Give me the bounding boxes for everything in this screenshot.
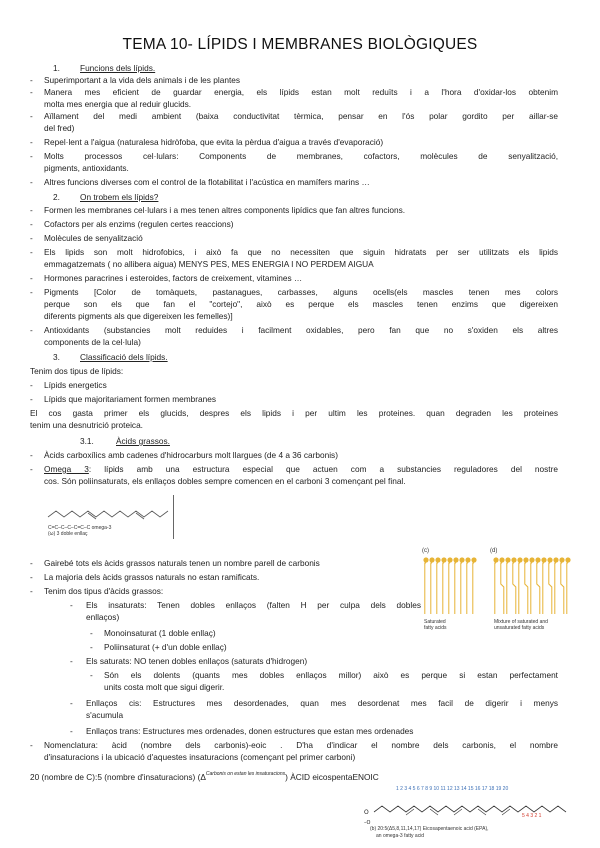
lipid-head bbox=[441, 557, 446, 562]
lipid-head bbox=[505, 557, 510, 562]
lipid-tail bbox=[437, 563, 438, 614]
bullet-dash: - bbox=[30, 75, 33, 85]
bullet-dash: - bbox=[30, 205, 33, 215]
bullet-dash: - bbox=[30, 394, 33, 404]
bullet-dash: - bbox=[30, 740, 33, 750]
lipid-head bbox=[511, 557, 516, 562]
bullet-text: perque son els que fan el "cortejo", això es perque els mascles tenen enzims que digereixen bbox=[44, 299, 558, 309]
bullet-text: Pigments [Color de tomàquets, pastanagues, carbasses, alguns ocells(els mascles tenen mes colors bbox=[44, 287, 558, 297]
epa-caption: an omega-3 fatty acid bbox=[376, 833, 425, 839]
formula-prefix: 20 (nombre de C):5 (nombre d'insaturacions) (Δ bbox=[30, 772, 206, 782]
bullet-dash: - bbox=[30, 586, 33, 596]
lipid-head bbox=[517, 557, 522, 562]
bullet-dash: - bbox=[30, 233, 33, 243]
lipid-tail bbox=[507, 563, 508, 614]
lipid-head bbox=[523, 557, 528, 562]
omega-label: Omega 3 bbox=[44, 464, 89, 474]
figure-caption: Mixture of saturated and bbox=[494, 619, 548, 625]
bullet-dash: - bbox=[30, 325, 33, 335]
lipid-tail bbox=[473, 563, 474, 614]
lipid-head bbox=[423, 557, 428, 562]
bullet-dash: - bbox=[30, 572, 33, 582]
lipid-tail bbox=[461, 563, 462, 614]
svg-text:O: O bbox=[364, 809, 369, 816]
carbon-numbering: 1 2 3 4 5 6 7 8 9 10 11 12 13 14 15 16 17 18 19 20 bbox=[396, 786, 509, 792]
lipid-tail bbox=[543, 563, 544, 614]
omega3-caption: (ω) 3 doble enllaç bbox=[48, 531, 88, 537]
bullet-dash: - bbox=[30, 287, 33, 297]
section-heading: Classificació dels lípids. bbox=[80, 352, 168, 362]
bullet-text: units costa molt que sigui digerir. bbox=[104, 682, 225, 692]
lipid-head bbox=[459, 557, 464, 562]
paragraph-text: Tenim dos tipus de lípids: bbox=[30, 366, 124, 376]
figure-caption: unsaturated fatty acids bbox=[494, 625, 545, 631]
lipid-tail bbox=[425, 563, 426, 614]
bullet-text: pigments, antioxidants. bbox=[44, 163, 129, 173]
lipid-head bbox=[547, 557, 552, 562]
lipid-tail bbox=[513, 563, 516, 614]
bullet-text: Antioxidants (substancies molt reduides i facilment oxidables, pero fan que no s'oxiden els altres bbox=[44, 325, 558, 335]
bullet-text: Nomenclatura: àcid (nombre dels carbonis)-eoic . D'ha d'indicar el nombre dels carbonis, el nombre bbox=[44, 740, 558, 750]
bullet-text: molta mes energia que al reduir glucids. bbox=[44, 99, 192, 109]
bullet-text: diferents pigments als que digereixen les femelles)] bbox=[44, 311, 233, 321]
bullet-dash: - bbox=[30, 464, 33, 474]
bullet-text: Lípids energetics bbox=[44, 380, 107, 390]
bullet-text: Àcids carboxílics amb cadenes d'hidrocarburs molt llargues (de 4 a 36 carbonis) bbox=[44, 450, 338, 460]
lipid-tail bbox=[561, 563, 564, 614]
section-heading: Funcions dels lípids. bbox=[80, 63, 156, 73]
lipid-head bbox=[471, 557, 476, 562]
bullet-text: Gairebé tots els àcids grassos naturals tenen un nombre parell de carbonis bbox=[44, 558, 320, 568]
epa-chain-drawing bbox=[362, 790, 580, 830]
lipid-tail bbox=[501, 563, 504, 614]
lipid-tail bbox=[567, 563, 568, 614]
subsection-heading: Àcids grassos. bbox=[116, 436, 170, 446]
bullet-dash: - bbox=[30, 87, 33, 97]
lipid-tails-drawing bbox=[420, 552, 580, 624]
lipid-tail bbox=[443, 563, 444, 614]
bullet-text: s'acumula bbox=[86, 710, 124, 720]
section-number: 3. bbox=[53, 352, 60, 362]
lipid-head bbox=[499, 557, 504, 562]
bullet-text: Hormones paracrines i esteroides, factors de creixement, vitamines … bbox=[44, 273, 303, 283]
lipid-head bbox=[465, 557, 470, 562]
lipid-tail bbox=[537, 563, 540, 614]
bullet-dash: - bbox=[30, 247, 33, 257]
lipid-head bbox=[535, 557, 540, 562]
lipid-tail bbox=[531, 563, 532, 614]
bullet-dash: - bbox=[30, 137, 33, 147]
bullet-text: emmagatzemats ( no allibera aigua) MENYS PES, MES ENERGIA I NO PERDEM AIGUA bbox=[44, 259, 374, 269]
paragraph-text: El cos gasta primer els glucids, despres els lipids i per ultim les proteines. quan degraden les proteines bbox=[30, 408, 558, 418]
bullet-text: Aïllament del medi ambient (baixa conductivitat tèrmica, pensar en l'ós polar gordito per aillar-se bbox=[44, 111, 558, 121]
lipid-tail bbox=[525, 563, 528, 614]
bullet-text: Molècules de senyalització bbox=[44, 233, 143, 243]
panel-label: (d) bbox=[490, 548, 498, 554]
bullet-text: Molts processos cel·lulars: Components de membranes, cofactors, molècules de senyalització, bbox=[44, 151, 558, 161]
bullet-text: Els saturats: NO tenen dobles enllaços (saturats d'hidrogen) bbox=[86, 656, 308, 666]
bullet-dash: - bbox=[90, 628, 93, 638]
bullet-text: Superimportant a la vida dels animals i de les plantes bbox=[44, 75, 241, 85]
formula-superscript: Carbonis on estan les insaturacions bbox=[205, 771, 286, 777]
svg-text:–O: –O bbox=[364, 820, 371, 826]
bullet-dash: - bbox=[30, 273, 33, 283]
panel-label: (c) bbox=[422, 548, 429, 554]
bullet-dash: - bbox=[70, 600, 73, 610]
lipid-head bbox=[553, 557, 558, 562]
figure-caption: Saturated bbox=[424, 619, 446, 625]
lipid-head bbox=[493, 557, 498, 562]
membrane-figure bbox=[420, 548, 580, 638]
bullet-text: Enllaços trans: Estructures mes ordenades, donen estructures que estan mes ordenades bbox=[86, 726, 414, 736]
epa-figure bbox=[362, 782, 580, 842]
lipid-tail bbox=[519, 563, 520, 614]
page-title: TEMA 10- LÍPIDS I MEMBRANES BIOLÒGIQUES bbox=[122, 36, 478, 53]
section-number: 1. bbox=[53, 63, 60, 73]
bullet-text: Cofactors per als enzims (regulen certes reaccions) bbox=[44, 219, 234, 229]
bullet-text: Lípids que majoritariament formen membranes bbox=[44, 394, 217, 404]
bullet-text: enllaços) bbox=[86, 612, 120, 622]
bullet-text: Monoinsaturat (1 doble enllaç) bbox=[104, 628, 216, 638]
section-number: 2. bbox=[53, 192, 60, 202]
lipid-head bbox=[435, 557, 440, 562]
lipid-tail bbox=[495, 563, 496, 614]
bullet-dash: - bbox=[30, 151, 33, 161]
omega3-caption: C=C–C–C–C=C–C omega-3 bbox=[48, 525, 112, 531]
lipid-tail bbox=[549, 563, 552, 614]
bullet-dash: - bbox=[70, 698, 73, 708]
bullet-text: cos. Són poliinsaturats, els enllaços dobles sempre comencen en el carboni 3 començant pel final. bbox=[44, 476, 406, 486]
lipid-head bbox=[559, 557, 564, 562]
lipid-head bbox=[447, 557, 452, 562]
bullet-text bbox=[44, 464, 558, 475]
figure-caption: fatty acids bbox=[424, 625, 447, 631]
bullet-dash: - bbox=[30, 450, 33, 460]
bullet-dash: - bbox=[30, 177, 33, 187]
paragraph-text: tenim una desnutrició proteica. bbox=[30, 420, 143, 430]
bullet-dash: - bbox=[30, 558, 33, 568]
bullet-dash: - bbox=[30, 111, 33, 121]
bullet-dash: - bbox=[30, 380, 33, 390]
lipid-head bbox=[565, 557, 570, 562]
omega-numbering: 5 4 3 2 1 bbox=[522, 813, 542, 819]
omega-text: : lípids amb una estructura especial que actuen com a substancies reguladores del nostre bbox=[88, 464, 558, 474]
formula-suffix: ) ÀCID eicospentaENOIC bbox=[285, 772, 379, 782]
bullet-text: Manera mes eficient de guardar energia, els lípids estan molt reduïts i a l'hora d'oxidar-los obtenim bbox=[44, 87, 558, 97]
bullet-text: Repel·lent a l'aigua (naturalesa hidròfoba, que evita la pèrdua d'aigua a través d'evaporació) bbox=[44, 137, 384, 147]
bullet-text: Poliinsaturat (+ d'un doble enllaç) bbox=[104, 642, 227, 652]
lipid-tail bbox=[467, 563, 468, 614]
bullet-text: Enllaços cis: Estructures mes desordenades, quan mes desordenat mes facil de digerir i menys bbox=[86, 698, 558, 708]
bullet-text: del fred) bbox=[44, 123, 75, 133]
bullet-dash: - bbox=[90, 670, 93, 680]
bullet-text: Tenim dos tipus d'àcids grassos: bbox=[44, 586, 164, 596]
bullet-text: Els insaturats: Tenen dobles enllaços (falten H per culpa dels dobles bbox=[86, 600, 421, 610]
bullet-dash: - bbox=[70, 726, 73, 736]
bullet-text: Formen les membranes cel·lulars i a mes tenen altres components lipídics que fan altres funcions. bbox=[44, 205, 406, 215]
lipid-tail bbox=[455, 563, 456, 614]
bullet-text: d'insaturacions i la ubicació d'aquestes insaturacions (començant pel primer carboni) bbox=[44, 752, 356, 762]
lipid-tail bbox=[449, 563, 450, 614]
bullet-text: Els lipids son molt hidrofobics, i això fa que no necessiten que siguin hidratats per ser utilitzats els lipids bbox=[44, 247, 558, 257]
bullet-dash: - bbox=[30, 219, 33, 229]
lipid-head bbox=[453, 557, 458, 562]
omega3-figure bbox=[44, 495, 174, 539]
lipid-head bbox=[541, 557, 546, 562]
lipid-head bbox=[429, 557, 434, 562]
lipid-head bbox=[529, 557, 534, 562]
formula-line bbox=[30, 769, 379, 783]
bullet-dash: - bbox=[90, 642, 93, 652]
bullet-text: La majoria dels àcids grassos naturals no estan ramificats. bbox=[44, 572, 260, 582]
lipid-tail bbox=[431, 563, 432, 614]
epa-caption: (b) 20:5(Δ5,8,11,14,17) Eicosapentaenoic acid (EPA), bbox=[370, 826, 489, 832]
bullet-text: components de la cel·lula) bbox=[44, 337, 141, 347]
subsection-number: 3.1. bbox=[80, 436, 94, 446]
bullet-text: Són els dolents (quants mes dobles enllaços millor) això es perque si estan perfectament bbox=[104, 670, 558, 680]
bullet-dash: - bbox=[70, 656, 73, 666]
section-heading: On trobem els lípids? bbox=[80, 192, 159, 202]
lipid-tail bbox=[555, 563, 556, 614]
bullet-text: Altres funcions diverses com el control de la flotabilitat i l'acústica en mamífers marins … bbox=[44, 177, 370, 187]
